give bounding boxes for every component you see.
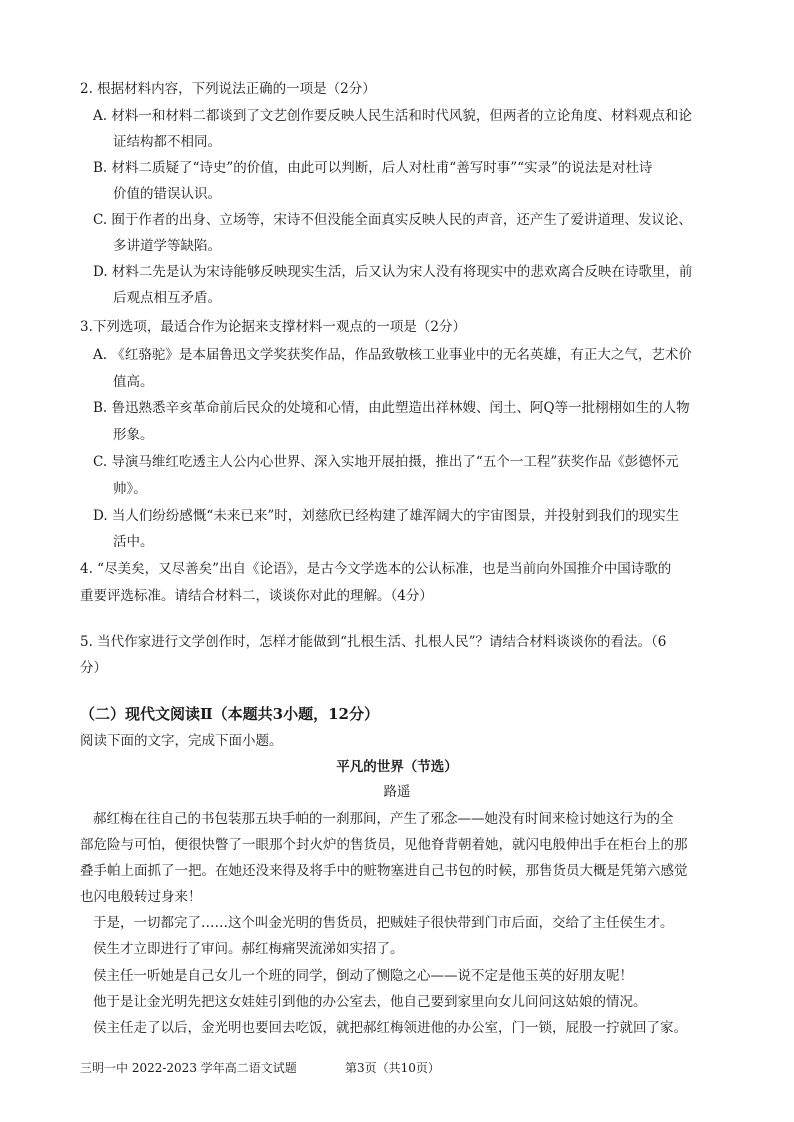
section-instruction: 阅读下面的文字，完成下面小题。	[80, 733, 283, 749]
paragraph-4: 侯主任一听她是自己女儿一个班的同学，倒动了恻隐之心——说不定是他玉英的好朋友呢！	[93, 968, 633, 984]
paragraph-1-line-3: 叠手帕上面抓了一把。在她还没来得及将手中的赃物塞进自己书包的时候，那售货员大概是凭第六感觉	[80, 863, 688, 879]
q2-option-c-cont: 多讲道学等缺陷。	[113, 238, 221, 254]
footer-page-number: 第3页（共10页）	[345, 1061, 440, 1075]
q2-option-a-cont: 证结构都不相同。	[113, 134, 221, 150]
q3-option-b: B. 鲁迅熟悉辛亥革命前后民众的处境和心情，由此塑造出祥林嫂、闰土、阿Q等一批栩栩如生的人物	[93, 400, 690, 416]
q4-line-1: 4. “尽美矣，又尽善矣”出自《论语》，是古今文学选本的公认标准，也是当前向外国推介中国诗歌的	[80, 561, 672, 577]
paragraph-1-line-4: 也闪电般转过身来！	[80, 889, 202, 905]
q2-option-b: B. 材料二质疑了“诗史”的价值，由此可以判断，后人对杜甫“善写时事”“实录”的说法是对杜诗	[93, 160, 653, 176]
paragraph-5: 他于是让金光明先把这女娃娃引到他的办公室去，他自己要到家里向女儿问问这姑娘的情况。	[93, 994, 647, 1010]
passage-title: 平凡的世界（节选）	[336, 759, 458, 775]
q3-option-a-cont: 值高。	[113, 374, 154, 390]
q5-line-2: 分）	[80, 660, 107, 676]
q2-option-a: A. 材料一和材料二都谈到了文艺创作要反映人民生活和时代风貌，但两者的立论角度、材料观点和论	[93, 108, 692, 124]
q5-line-1: 5. 当代作家进行文学创作时，怎样才能做到“扎根生活、扎根人民”？请结合材料谈谈你的看法。（6	[80, 634, 667, 650]
q3-option-c: C. 导演马维红吃透主人公内心世界、深入实地开展拍摄，推出了“五个一工程”获奖作品《彭德怀元	[93, 454, 679, 470]
q2-option-b-cont: 价值的错误认识。	[113, 186, 221, 202]
paragraph-1-line-2: 部危险与可怕，便很快瞥了一眼那个封火炉的售货员，见他脊背朝着她，就闪电般伸出手在柜台上的那	[80, 837, 688, 853]
passage-author: 路遥	[383, 784, 411, 800]
q3-option-b-cont: 形象。	[113, 427, 154, 443]
q4-line-2: 重要评选标准。请结合材料二，谈谈你对此的理解。（4分）	[80, 588, 433, 604]
section-heading: （二）现代文阅读Ⅱ（本题共3小题，12分）	[80, 705, 379, 723]
q3-option-d: D. 当人们纷纷感慨“未来已来”时，刘慈欣已经构建了雄浑阔大的宇宙图景，并投射到我们的现实生	[93, 508, 680, 524]
q2-option-c: C. 囿于作者的出身、立场等，宋诗不但没能全面真实反映人民的声音，还产生了爱讲道理、发议论、	[93, 212, 692, 228]
q3-option-a: A. 《红骆驼》是本届鲁迅文学奖获奖作品，作品致敬核工业事业中的无名英雄，有正大之气，艺术价	[93, 347, 692, 363]
paragraph-6: 侯主任走了以后，金光明也要回去吃饭，就把郝红梅领进他的办公室，门一锁，屁股一拧就回了家。	[93, 1020, 687, 1036]
paragraph-3: 侯生才立即进行了审问。郝红梅痛哭流涕如实招了。	[93, 941, 404, 957]
q3-stem: 3.下列选项，最适合作为论据来支撑材料一观点的一项是（2分）	[80, 319, 466, 335]
q2-option-d: D. 材料二先是认为宋诗能够反映现实生活，后又认为宋人没有将现实中的悲欢离合反映在诗歌里，前	[93, 264, 693, 280]
q2-stem: 2. 根据材料内容，下列说法正确的一项是（2分）	[80, 81, 376, 97]
q3-option-d-cont: 活中。	[113, 534, 154, 550]
q2-option-d-cont: 后观点相互矛盾。	[113, 290, 221, 306]
q3-option-c-cont: 帅》。	[113, 481, 147, 497]
footer-school: 三明一中 2022-2023 学年高二语文试题	[80, 1061, 297, 1075]
paragraph-1-line-1: 郝红梅在往自己的书包装那五块手帕的一刹那间，产生了邪念——她没有时间来检讨她这行为的全	[93, 811, 674, 827]
paragraph-2: 于是，一切都完了……这个叫金光明的售货员，把贼娃子很快带到门市后面，交给了主任侯生才。	[93, 915, 674, 931]
